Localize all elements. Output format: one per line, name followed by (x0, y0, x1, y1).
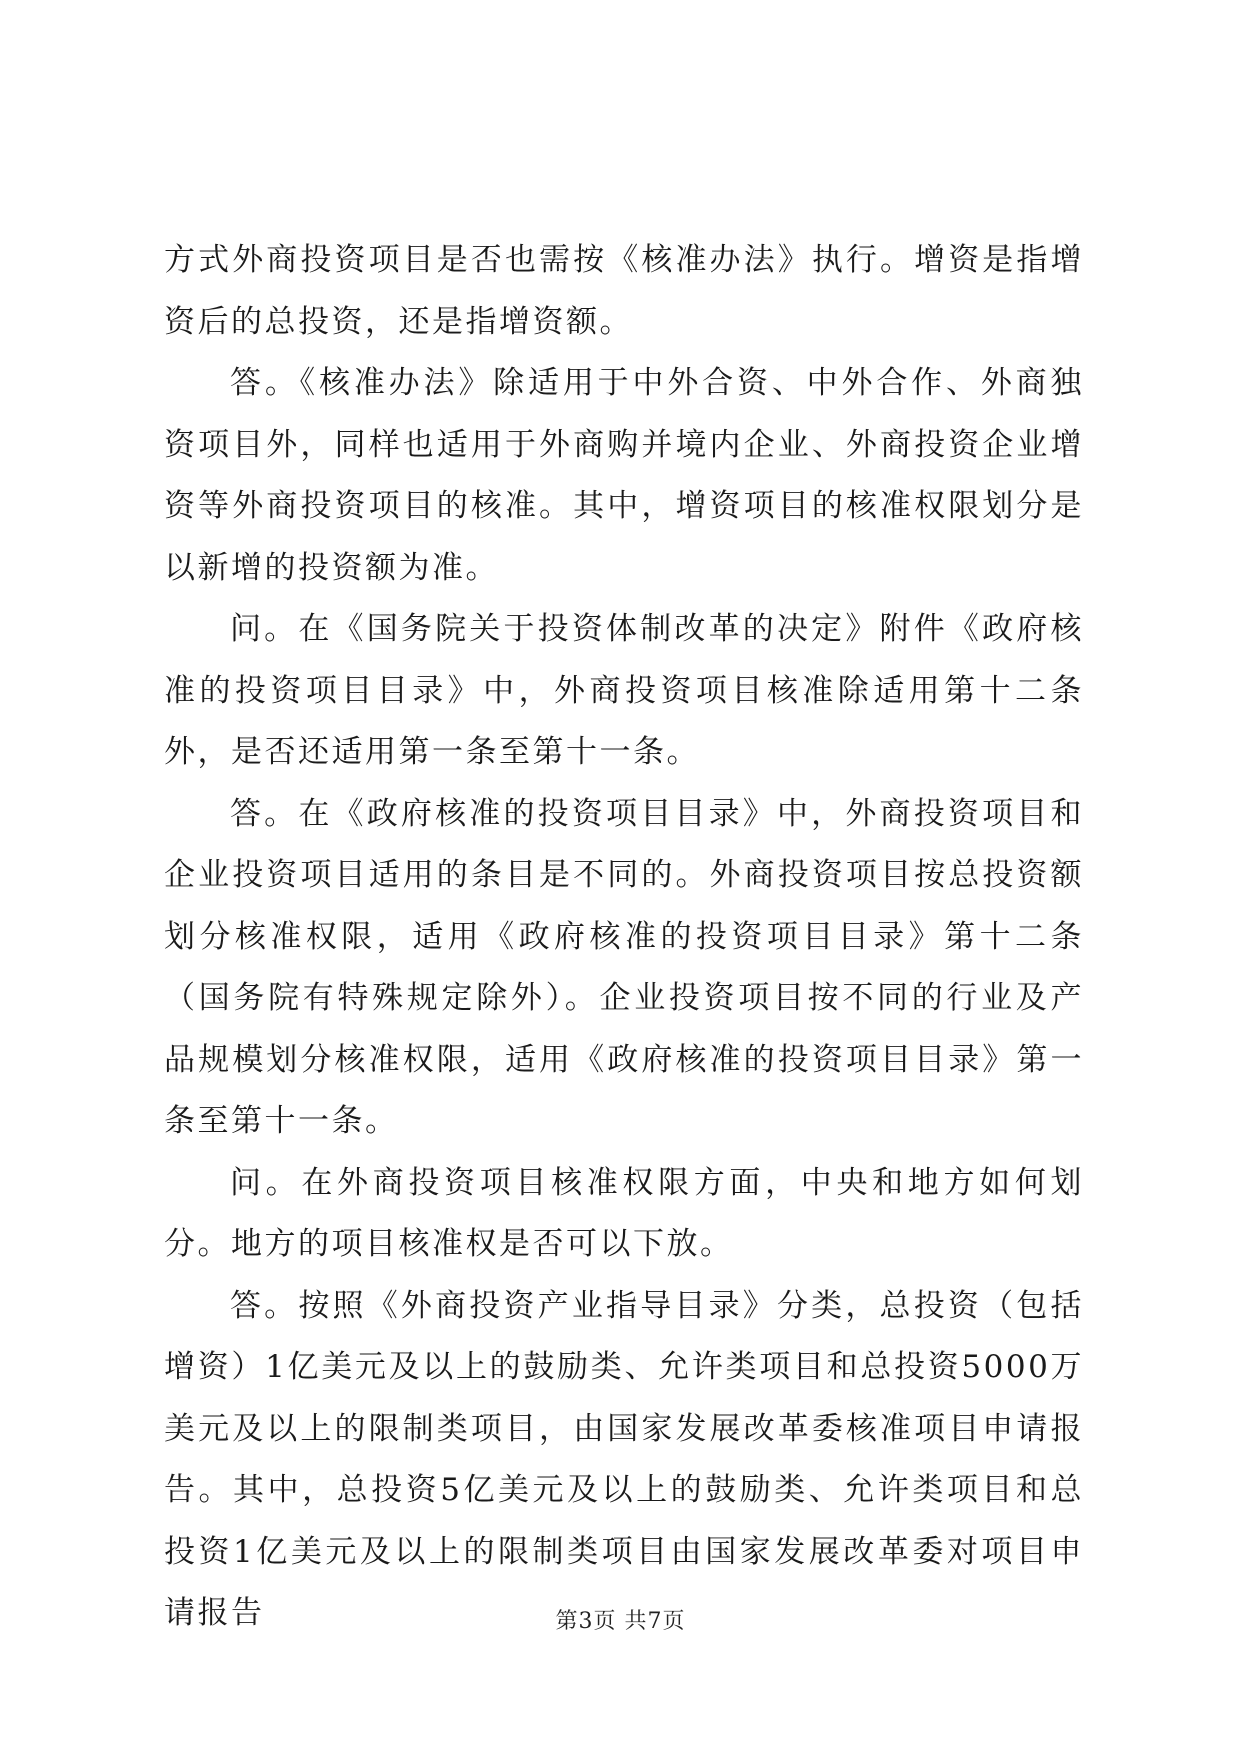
paragraph-answer-2: 答。在《政府核准的投资项目目录》中，外商投资项目和企业投资项目适用的条目是不同的。外商投资项目按总投资额划分核准权限，适用《政府核准的投资项目目录》第十二条（国务院有特殊规定除外）。企业投资项目按不同的行业及产品规模划分核准权限，适用《政府核准的投资项目目录》第一条至第十一条。 (164, 795, 1084, 1139)
paragraph-answer-1: 答。《核准办法》除适用于中外合资、中外合作、外商独资项目外，同样也适用于外商购并境内企业、外商投资企业增资等外商投资项目的核准。其中，增资项目的核准权限划分是以新增的投资额为准。 (164, 365, 1084, 586)
paragraph-question-3: 问。在外商投资项目核准权限方面，中央和地方如何划分。地方的项目核准权是否可以下放。 (164, 1164, 1084, 1262)
page-number-footer: 第3页 共7页 (555, 1609, 686, 1634)
paragraph-question-2: 问。在《国务院关于投资体制改革的决定》附件《政府核准的投资项目目录》中，外商投资项目核准除适用第十二条外，是否还适用第一条至第十一条。 (164, 611, 1084, 770)
paragraph-continuation: 方式外商投资项目是否也需按《核准办法》执行。增资是指增资后的总投资，还是指增资额。 (164, 242, 1084, 340)
document-body (164, 230, 1084, 1645)
paragraph-answer-3: 答。按照《外商投资产业指导目录》分类，总投资（包括增资）1亿美元及以上的鼓励类、允许类项目和总投资5000万美元及以上的限制类项目，由国家发展改革委核准项目申请报告。其中，总投资5亿美元及以上的鼓励类、允许类项目和总投资1亿美元及以上的限制类项目由国家发展改革委对项目申请报告 (164, 1287, 1084, 1631)
